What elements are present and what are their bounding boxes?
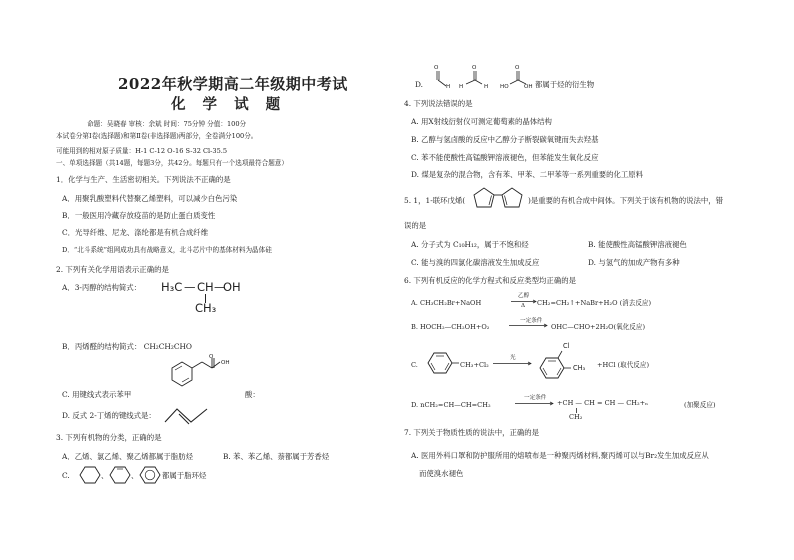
- q5-option-b: B. 能使酸性高锰酸钾溶液褪色: [588, 240, 687, 249]
- q6-option-d: D. nCH₂=CH—CH=CH₂: [411, 401, 491, 409]
- q3d-o-1: O: [434, 65, 439, 71]
- q5-stem-c: 误的是: [404, 221, 427, 230]
- atomic-masses: 可能用到的相对原子质量：H-1 C-12 O-16 S-32 Cl-35.5: [56, 147, 228, 155]
- q2a-h3c: H₃C: [161, 280, 183, 294]
- q2a-ch3: CH₃: [195, 301, 217, 315]
- q6d-ch2-label: CH₂: [569, 413, 583, 421]
- q3d-o-3: O: [515, 65, 520, 71]
- q5-stem-b: )是重要的有机合成中间体。下列关于该有机物的说法中，错: [528, 196, 724, 205]
- q3c-sep-2: 、: [131, 471, 139, 480]
- q6-option-c: C.: [411, 361, 418, 369]
- q6d-condition: 一定条件: [524, 395, 547, 401]
- q6d-arrow: [515, 402, 555, 406]
- q3-option-d-tail: 都属于烃的衍生物: [535, 80, 595, 89]
- exam-note: 本试卷分第Ⅰ卷(选择题)和第Ⅱ卷(非选择题)两部分，全卷满分100分。: [56, 132, 258, 140]
- q6c-condition: 光: [510, 355, 516, 361]
- q2-option-d: D. 反式 2-丁烯的键线式是：: [62, 411, 156, 420]
- q2a-oh: OH: [223, 280, 241, 294]
- q5-option-c: C. 能与溴的四氯化碳溶液发生加成反应: [411, 258, 540, 267]
- q3-option-c: C.: [62, 471, 70, 480]
- acid-o-label: O: [209, 354, 214, 360]
- section-heading: 一、单项选择题（共14题，每题3分，共42分。每题只有一个选项最符合题意）: [56, 159, 288, 167]
- q2-stem: 2. 下列有关化学用语表示正确的是: [56, 265, 169, 274]
- q4-stem: 4. 下列说法错误的是: [404, 99, 473, 108]
- q6a-condition-top: 乙醇: [518, 293, 530, 299]
- q4-option-a: A. 用X射线衍射仪可测定葡萄素的晶体结构: [411, 117, 552, 126]
- q6-option-b-tail: OHC—CHO+2H₂O(氧化反应): [551, 323, 646, 331]
- q1-option-d: D．“北斗系统”组网成功具有战略意义，北斗芯片中的基体材料为晶体硅: [62, 246, 272, 254]
- q1-stem: 1．化学与生产、生活密切相关。下列说法不正确的是: [56, 175, 231, 184]
- q2-option-b: B．丙烯醛的结构简式： CH₂CH₂CHO: [62, 342, 192, 351]
- q2-option-a: A．3-丙醇的结构简式：: [62, 283, 142, 292]
- q3-option-b: B. 苯、苯乙烯、萘都属于芳香烃: [223, 452, 330, 461]
- q2a-ch: CH: [197, 280, 214, 294]
- q3d-h-3: H: [484, 84, 489, 90]
- q7-option-a-cont: 而使溴水褪色: [419, 469, 464, 478]
- q6c-toluene-ring: [424, 349, 460, 377]
- q5-stem-a: 5. 1，1-联环戊烯(: [404, 196, 466, 205]
- trans-2-butene-skeletal: [163, 404, 211, 426]
- q6c-reactants: CH₃+Cl₂: [460, 361, 489, 369]
- q4-option-c: C. 苯不能使酸性高锰酸钾溶液褪色，但苯能发生氧化反应: [411, 153, 599, 162]
- q7-option-a: A. 医用外科口罩和防护服所用的熔喷布是一种聚丙烯材料,聚丙烯可以与Br₂发生加成反应从: [411, 451, 709, 460]
- q6c-arrow: [493, 362, 533, 366]
- q1-option-c: C．光导纤维、尼龙、涤纶都是有机合成纤维: [62, 228, 209, 237]
- q6-option-a: A. CH₃CH₂Br+NaOH: [411, 299, 482, 307]
- q3c-ring-structures: [78, 464, 160, 486]
- q6c-ch3-label: CH₃: [573, 364, 586, 372]
- q5-option-a: A. 分子式为 C₁₀H₁₂，属于不饱和烃: [411, 240, 529, 249]
- exam-title: 2022年秋学期高二年级期中考试: [118, 75, 348, 93]
- q6-option-d-tail: (加聚反应): [684, 401, 716, 409]
- q3d-oh: OH: [524, 84, 533, 90]
- exam-subject: 化 学 试 题: [171, 96, 287, 113]
- q6a-condition-bottom: Δ: [521, 303, 526, 309]
- q7-stem: 7. 下列关于物质性质的说法中，正确的是: [404, 428, 540, 437]
- q3c-sep-1: 、: [101, 471, 109, 480]
- q2-option-c-tail: 酸：: [245, 390, 260, 399]
- q2-option-c: C. 用键线式表示苯甲: [62, 390, 132, 399]
- q3d-h-2: H: [459, 84, 464, 90]
- q3d-o-2: O: [472, 65, 477, 71]
- q6-option-a-tail: CH₂=CH₂↑+NaBr+H₂O (消去反应): [537, 299, 652, 307]
- q1-option-a: A．用聚乳酸塑料代替聚乙烯塑料，可以减少白色污染: [62, 194, 238, 203]
- q6b-condition: 一定条件: [520, 318, 543, 324]
- q6-stem: 6. 下列有机反应的化学方程式和反应类型均正确的是: [404, 276, 576, 285]
- q5-option-d: D. 与氢气的加成产物有多种: [588, 258, 680, 267]
- q3-option-c-tail: 都属于脂环烃: [162, 471, 207, 480]
- q6d-product: +CH — CH = CH — CH₂+ₙ: [557, 399, 649, 407]
- q2a-dash1: —: [184, 280, 196, 294]
- q6-option-b: B. HOCH₂—CH₂OH+O₂: [411, 323, 490, 331]
- q6-option-c-tail: +HCl (取代反应): [597, 361, 650, 369]
- q3d-h-1: H: [446, 84, 451, 90]
- q3-stem: 3. 下列有机物的分类，正确的是: [56, 433, 162, 442]
- exam-meta: 命题：吴晓春 审核：余斌 时间：75分钟 分值：100分: [87, 120, 247, 128]
- q3d-ho: HO: [500, 84, 509, 90]
- q6c-cl-label: Cl: [563, 342, 570, 350]
- q2a-dash2: —: [214, 280, 226, 294]
- q3-option-d: D.: [415, 80, 424, 89]
- bicyclopentenyl-structure: [470, 185, 528, 215]
- q1-option-b: B．一般医用冷藏存放疫苗的是防止蛋白质变性: [62, 211, 216, 220]
- acid-oh-label: OH: [221, 360, 230, 366]
- q6b-arrow: [509, 324, 549, 328]
- q3-option-a: A．乙烯、氯乙烯、聚乙烯都属于脂肪烃: [62, 452, 193, 461]
- q4-option-b: B. 乙醇与氢卤酸的反应中乙醇分子断裂碳氧键而失去羟基: [411, 135, 599, 144]
- q4-option-d: D. 煤是复杂的混合物，含有苯、甲苯、二甲苯等一系列重要的化工原料: [411, 170, 644, 179]
